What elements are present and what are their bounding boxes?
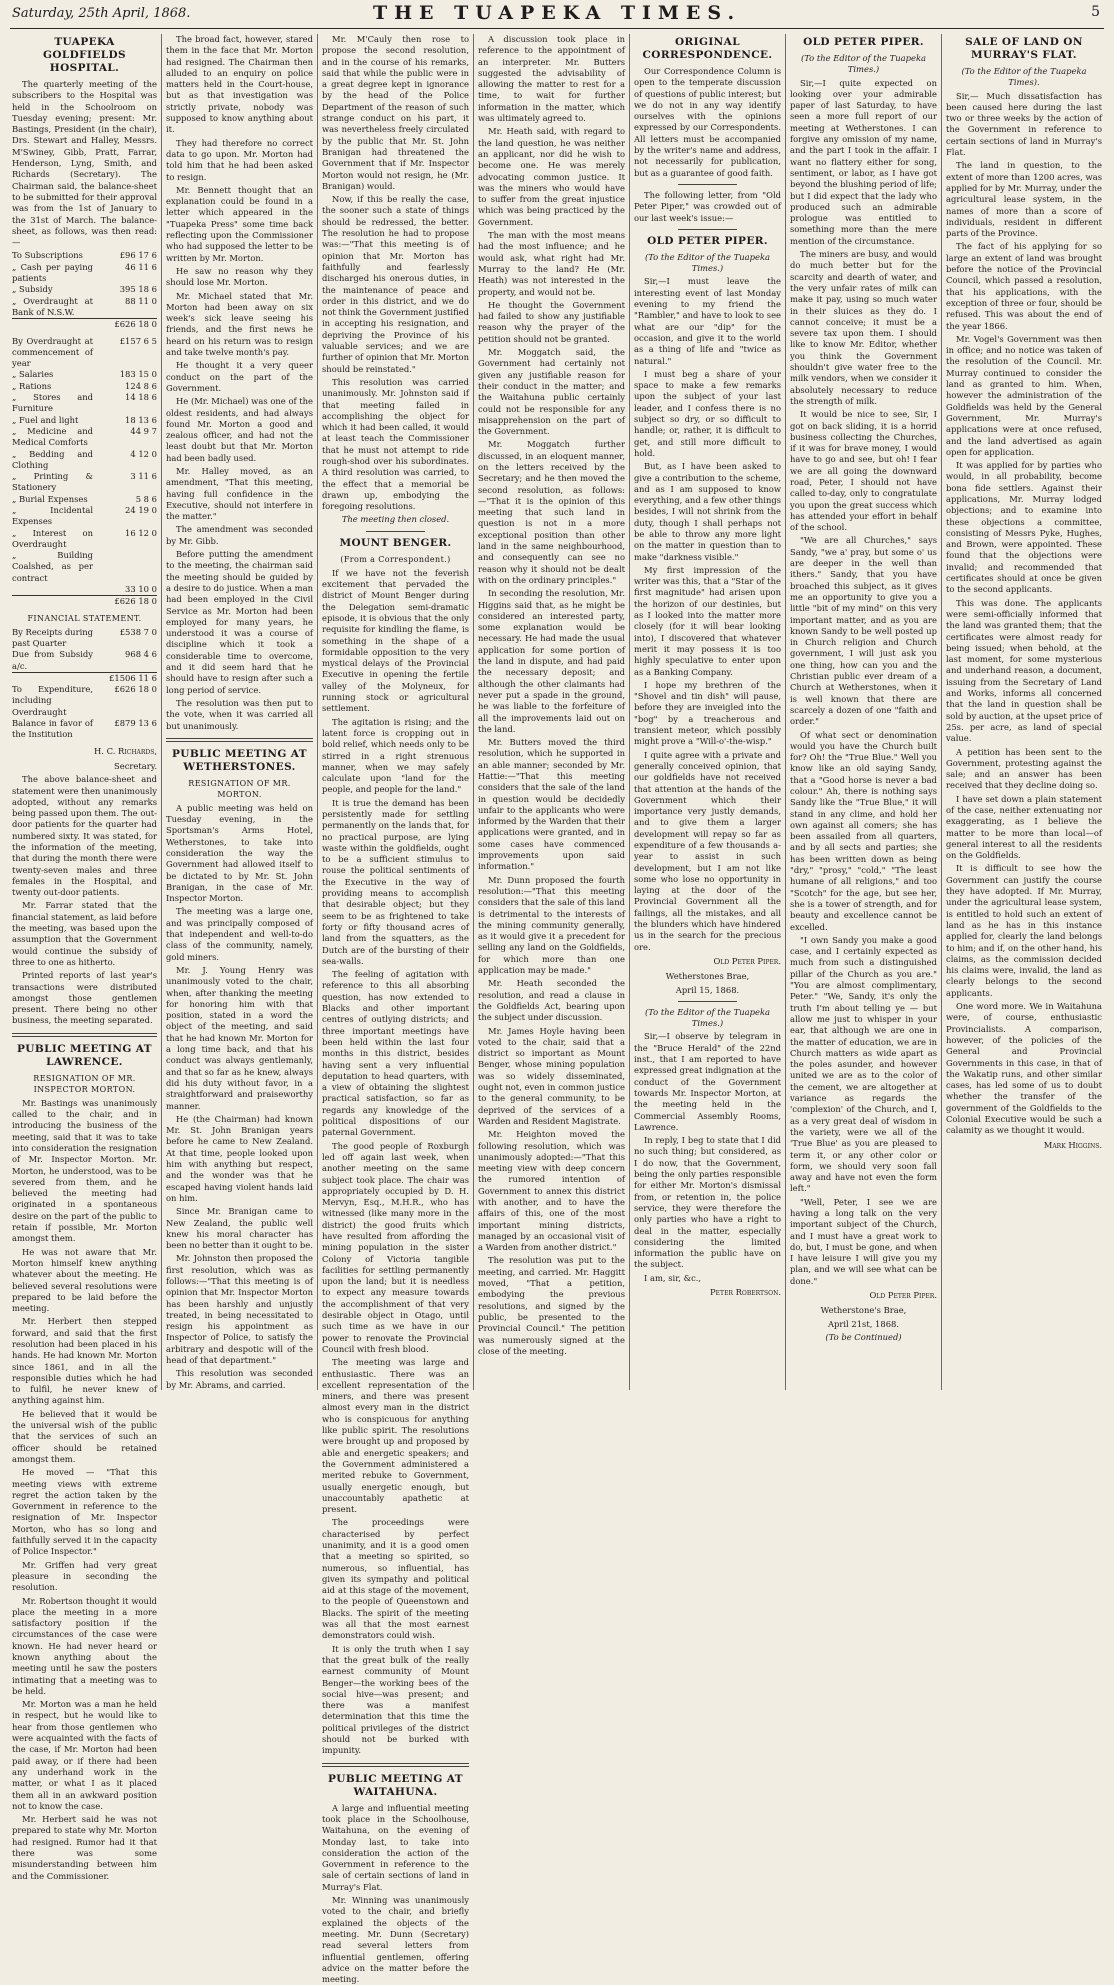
- article-paragraph: Mr. Robertson thought it would place the meeting in a more satisfactory position if the circumstances of the case were known. He had never heard or known anything about the meeting until he saw the posters intimating that a meeting was to be held.: [12, 1595, 157, 1696]
- article-title: TUAPEKA GOLDFIELDS HOSPITAL.: [42, 36, 127, 74]
- table-row: To Expenditure, including Overdraught £626 18 0: [12, 684, 157, 717]
- article-paragraph: Mr. Heath said, with regard to the land question, he was neither an applicant, nor did he wish to become one. He was merely advocating common justice. It was the miners who would have to suffer from the great injustice which was being practiced by the Government.: [478, 126, 625, 227]
- letter-paragraph: But, as I have been asked to give a contribution to the scheme, and as I am supposed to know everything, and a few other things besides, I will not shrink from the duty, though I shall perhaps not be able to throw any more light on the matter in question than to make "darkness visible.": [634, 461, 781, 562]
- letter-paragraph: Mr. Vogel's Government was then in office; and no notice was taken of the resolution of the Council. Mr. Murray continued to consider the land as granted to him. When, however the administration of the Goldfields was held by the General Government, Mr. Murray's applications were at once refused, and the land advertised as again open for application.: [946, 333, 1102, 457]
- table-row: „ Rations 124 8 6: [12, 380, 157, 391]
- article-paragraph: A public meeting was held on Tuesday evening, in the Sportsman's Arms Hotel, Wetherstones, to take into consideration the way the Government had allowed itself to be dictated to by Mr. St. John Branigan, in the case of Mr. Inspector Morton.: [166, 802, 313, 904]
- article-paragraph: Mr. Moggatch further discussed, in an eloquent manner, on the letters received by the Secretary; and he then moved the second resolution, as follows:—"That it is the opinion of this meeting that such land in question is not in a more exceptional position than other land in the same neighbourhood, and consequently can see no reason why it should not be dealt with on the ordinary principles.": [478, 439, 625, 585]
- letter-title: SALE OF LAND ON MURRAY'S FLAT.: [965, 36, 1083, 61]
- article-paragraph: The broad fact, however, stared them in the face that Mr. Morton had resigned. The Chairman then alluded to an enquiry on police matters held in the Court-house, but as that investigation was strictly private, nobody was supposed to know anything about it.: [166, 34, 313, 135]
- letter-paragraph: Sir,—I quite expected on looking over your admirable paper of last Saturday, to have seen a more full report of our meeting at Wetherstones. I can forgive any omission of my name, and the part I took in the affair. I want no flattery either for song, sentiment, or labor, as I have got beyond the blushing period of life; but I did expect that the lady who produced such an admirable prologue was entitled to something more than the mere mention of the circumstance.: [790, 77, 937, 246]
- article-paragraph: Mr. Winning was unanimously voted to the chair, and briefly explained the objects of the meeting. Mr. Dunn (Secretary) read several letters from influential gentlemen, offering advice on the matter before the meeting.: [322, 1895, 469, 1985]
- signature: Old Peter Piper.: [713, 955, 781, 966]
- letter-paragraph: It is difficult to see how the Government can justify the course they have adopted. If Mr. Murray, under the agricultural lease system, is entitled to hold such an extent of land as he has in this instance applied for, clearly the land belongs to him; and if, on the other hand, his claims, as the commission decided his claims were, invalid, the land as clearly belongs to the second applicants.: [946, 863, 1102, 998]
- article-title: MOUNT BENGER.: [339, 536, 452, 549]
- section-title: ORIGINAL CORRESPONDENCE.: [642, 36, 773, 61]
- table-row: „ Building Coalshed, as per contract: [12, 550, 93, 583]
- article-paragraph: Mr. Butters moved the third resolution, which he supported in an able manner; seconded by Mr. Hattie:—"That this meeting considers that the sale of the land in question would be decidedly unfair to the applicants who were informed by the Warden that their applications were granted, and in some cases have commenced improvements upon said information.": [478, 737, 625, 872]
- column-6: OLD PETER PIPER. (To the Editor of the Tuapeka Times.) Sir,—I quite expected on looking over your admirable paper of last Saturday, to have seen a more full report of our meeting at Wetherstones. I can forgive any omission of my name, and the part I took in the affair. I want no flattery either for song, sentiment, or labor, as I have got beyond the blushing period of life; but I did expect that the lady who produced such an admirable prologue was entitled to something more than the mere mention of the circumstance. The miners are busy, and would do much better but for the scarcity and dearth of water, and the very unfair rates of milk can make it pay, using so much water in their sluices as they do. I cannot conceive; it must be a severe tax upon them. I should like to know Mr. Editor, whether you think the Government shouldn't give water free to the milk vendors, when we consider it absolutely necessary to reduce the strength of milk. It would be nice to see, Sir, I got on back sliding, it is a horrid business collecting the Churches, if it was for brave money, I would have to go and see, but oh! I fear we are all going the downward road, Peter, I should not have called to-day, only to congratulate you upon the great success which has attended your effort in behalf of the school. "We are all Churches," says Sandy, "we a' pray, but some o' us are deeper in the well than ithers." Sandy, that you have broached this subject, as it gives me an opportunity to give you a little "bit of my mind" on this very important matter, and as you are known Sandy to be well posted up in Church religion and Church government, I will just ask you one thing, how can you and the Christian public ever dream of a Church at Wetherstones, when it is well known that there are scarcely a dozen of one "faith and order." Of what sect or denomination would you have the Church built for? Oh! the "True Blue." Well you know like an old saying Sandy, that a "Good horse is never a bad colour." Ah, there is nothing says Sandy like the "True Blue," it will stand in any clime, and hold her own against all comers; she has been assailed from all quarters, and by all sects and parties; she has been written down as being "dry," "prosy," "cold," "The least humane of all religions," and too "Scotch" for the age, but see her, she is a tower of strength, and for beauty and excellence cannot be excelled. "I own Sandy you make a good case, and I certainly expected as much from such a distinguished pillar of the Church as you are." "You are almost complimentary, Peter." "We, Sandy, it's only the truth I'm about telling ye — but allow me just to whisper in your ear, that although we are one in the matter of education, we are in Church matters as wide apart as the poles asunder, and however united we are as to the color of the cement, we are altogether at variance as regards the 'complexion' of the Church, and I, as a very great deal of wisdom in the variety, were we all of the 'True Blue' as you are pleased to term it, or any other color or form, we should very soon fall away and have not even the form left." "Well, Peter, I see we are having a long talk on the very important subject of the Church, and I must have a great work to do, but, I must be gone, and when I have leisure I will give you my plan, and we will see what can be done." Old Peter Piper. Wetherstone's Brae, April 21st, 1868. (To be Continued): [790, 36, 937, 1342]
- article-paragraph: It is true the demand has been persistently made for settling permanently on the lands that, for no practical purpose, are lying waste within the goldfields, ought to be a sufficient stimulus to rouse the political sentiments of the Executive in the way of providing means to accomplish that desirable object; but they seem to be as frightened to take forty or fifty thousand acres of land from the squatters, as the Dutch are of the bursting of their sea-walls.: [322, 797, 469, 966]
- article-title: PUBLIC MEETING AT WETHERSTONES.: [172, 747, 307, 773]
- letter-paragraph: I hope my brethren of the "Shovel and tin dish" will pause, before they are inveigled into the "bog" by a treacherous and transient meteor, which possibly might prove a "Will-o'-the-wisp.": [634, 679, 781, 747]
- article-paragraph: Mr. Moggatch said, the Government had certainly not given any justifiable reason for their conduct in the matter; and the Waitahuna public certainly could not be responsible for any misapprehension on the part of the Government.: [478, 347, 625, 437]
- table-row: „ Stores and Furniture 14 18 6: [12, 392, 157, 414]
- subheading: RESIGNATION OF MR. MORTON.: [188, 778, 291, 799]
- letter-paragraph: In reply, I beg to state that I did no such thing; but considered, as I do now, that the Government, being the only parties responsible for either Mr. Morton's dismissal from, or retention in, the police service, they were therefore the only parties who have a right to deal in the matter, especially considering the limited information the public have on the subject.: [634, 1135, 781, 1270]
- table-row: „ Salaries 183 15 0: [12, 369, 157, 380]
- column-3: Mr. M'Cauly then rose to propose the second resolution, and in the course of his remarks, said that while the public were in a great degree kept in ignorance by the head of the Police Department of the reason of such strange conduct on his part, it was nevertheless freely circulated by the public that Mr. St. John Branigan had threatened the Government that if Mr. Inspector Morton would not resign, he (Mr. Branigan) would. Now, if this be really the case, the sooner such a state of things should be redressed, the better. The resolution he had to propose was:—"That this meeting is of opinion that Mr. Morton has faithfully and fearlessly discharged his onerous duties, in the maintenance of peace and order in this district, and we do not think the Government justified in accepting his resignation, and depriving the Province of his valuable services; and we are further of opinion that Mr. Morton should be reinstated." This resolution was carried unanimously. Mr. Johnston said if that meeting failed in accomplishing the object for which it had been called, it would at least teach the Commissioner that he must not attempt to ride rough-shod over his subordinates. A third resolution was carried, to the effect that a memorial be drawn up, embodying the foregoing resolutions. The meeting then closed. MOUNT BENGER. (From a Correspondent.) If we have not the feverish excitement that pervaded the district of Mount Benger during the Delegation semi-dramatic episode, it is obvious that the only requisite for kindling the flame, is something in the shape of a formidable opposition to the very mystical delays of the Provincial Executive in opening the fertile valley of the Molyneux, for running stock or agricultural settlement. The agitation is rising; and the latent force is cropping out in bold relief, which needs only to be stirred in a right strenuous manner, when we may safely calculate upon "land for the people, and people for the land." It is true the demand has been persistently made for settling permanently on the lands that, for no practical purpose, are lying waste within the goldfields, ought to be a sufficient stimulus to rouse the political sentiments of the Executive in the way of providing means to accomplish that desirable object; but they seem to be as frightened to take forty or fifty thousand acres of land from the squatters, as the Dutch are of the bursting of their sea-walls. The feeling of agitation with reference to this all absorbing question, has now extended to Blacks and other important centres of outlying districts; and three important meetings have been held within the last four months in this district, besides having sent a very influential deputation to head quarters, with a view of obtaining the slightest practical satisfaction, so far as regards any knowledge of the political dispositions of our paternal Government. The good people of Roxburgh led off again last week, when another meeting on the same subject took place. The chair was appropriately occupied by D. H. Mervyn, Esq., M.H.R., who has witnessed (like many more in the district) the good fruits which have resulted from affording the mining population in the sister Colony of Victoria tangible facilities for settling permanently upon the land; but it is needless to expect any measure towards the accomplishment of that very desirable object in Otago, until such time as we have in our power to renovate the Provincial Council with fresh blood. The meeting was large and enthusiastic. There was an excellent representation of the miners, and there was present almost every man in the district who is conspicuous for anything like public spirit. The resolutions were brought up and proposed by able and energetic speakers; and the Government administered a merited rebuke to Government, usually energetic enough, but unaccountably apathetic at present. The proceedings were characterised by perfect unanimity, and it is a good omen that a meeting so spirited, so numerous, so influential, has given its sympathy and political aid at this stage of the movement, to the people of Queenstown and Blacks. The spirit of the meeting was all that the most earnest demonstrators could wish. It is only the truth when I say that the great bulk of the really earnest community of Mount Benger—the working bees of the social hive—was present; and there was a manifest determination that this time the political privileges of the district should not be burked with impunity. PUBLIC MEETING AT WAITAHUNA. A large and influential meeting took place in the Schoolhouse, Waitahuna, on the evening of Monday last, to take into consideration the action of the Government in reference to the sale of certain sections of land in Murray's Flat. Mr. Winning was unanimously voted to the chair, and briefly explained the objects of the meeting. Mr. Dunn (Secretary) read several letters from influential gentlemen, offering advice on the matter before the meeting.: [322, 34, 469, 1985]
- letter-paragraph: Sir,—I must leave the interesting event of last Monday evening to my friend the "Rambler," and have to look to see what are our "dip" for the occasion, and give it to the world as a thing of life and "twice as natural.": [634, 276, 781, 366]
- article-paragraph: Mr. Heighton moved the following resolution, which was unanimously adopted:—"That this meeting view with deep concern the rumored intention of Government to annex this district with another, and to have the affairs of this, one of the most important mining districts, managed by an occasional visit of a Warden from another district.": [478, 1129, 625, 1253]
- column-1: TUAPEKA GOLDFIELDS HOSPITAL. The quarterly meeting of the subscribers to the Hospital was held in the Schoolroom on Tuesday evening; present: Mr. Bastings, President (in the chair), Drs. Stewart and Halley, Messrs. M'Swiney, Gibb, Pratt, Farrar, Henderson, Lyng, Smith, and Richards (Secretary). The Chairman said, the balance-sheet to be submitted for their approval was from the 1st of January to the 31st of March. The balance-sheet, as follows, was then read:— To Subscriptions £96 17 6 „ Cash per paying patients 46 11 6 „ Subsidy 395 18 6 „ Overdraught at Bank of N.S.W. 88 11 0 £626 18 0 By Overdraught at commencement of year £157 6 5 „ Salaries 183 15 0 „ Rations 124 8 6 „ Stores and Furniture 14 18 6 „ Fuel and light 18 13 6 „ Medicine and Medical Comforts 44 9 7 „ Bedding and Clothing 4 12 0 „ Printing & Stationery 3 11 6 „ Burial Expenses 5 8 6 „ Incidental Expenses 24 19 0 „ Interest on Overdraught 16 12 0 „ Building Coalshed, as per contract 33 10 0 £626 18 0 FINANCIAL STATEMENT. By Receipts during past Quarter £538 7 0 Due from Subsidy a/c. 968 4 6 £1506 11 6 To Expenditure, including Overdraught £626 18 0 Balance in favor of the Institution £879 13 6 H. C. Richards, Secretary. The above balance-sheet and statement were then unanimously adopted, without any remarks being passed upon them. The out-door patients for the quarter had numbered sixty. It was stated, for the information of the meeting, that during the month there were twenty-seven males and three females in the Hospital, and twenty out-door patients. Mr. Farrar stated that the financial statement, as laid before the meeting, was based upon the assumption that the Government would continue the subsidy of three to one as hitherto. Printed reports of last year's transactions were distributed amongst those gentlemen present. There being no other business, the meeting separated. PUBLIC MEETING AT LAWRENCE. RESIGNATION OF MR. INSPECTOR MORTON. Mr. Bastings was unanimously called to the chair, and in introducing the business of the meeting, said that it was to take into consideration the resignation of Mr. Inspector Morton. Mr. Morton, he understood, was to be severed from them, and he believed the meeting had originated in a spontaneous desire on the part of the public to retain if possible, Mr. Morton amongst them. He was not aware that Mr. Morton himself knew anything whatever about the meeting. He believed several resolutions were prepared to be laid before the meeting. Mr. Herbert then stepped forward, and said that the first resolution had been placed in his hands. He had known Mr. Morton since 1861, and in all the responsible duties which he had to fulfil, he never knew of anything against him. He believed that it would be the universal wish of the public that the services of such an officer should be retained amongst them. He moved — "That this meeting views with extreme regret the action taken by the Government in reference to the resignation of Mr. Inspector Morton, who has so long and faithfully served it in the capacity of Police Inspector." Mr. Griffen had very great pleasure in seconding the resolution. Mr. Robertson thought it would place the meeting in a more satisfactory position if the circumstances of the case were known. He had never heard or known anything about the meeting until he saw the posters intimating that a meeting was to be held. Mr. Morton was a man he held in respect, but he would like to hear from those gentlemen who were acquainted with the facts of the case, if Mr. Morton had been paid away, or if there had been any underhand work in the matter, or what I as it placed them all in an awkward position not to know the case. Mr. Herbert said he was not prepared to state why Mr. Morton had resigned. Rumor had it that there was some misunderstanding between him and the Commissioner.: [12, 36, 157, 1881]
- article-paragraph: He was not aware that Mr. Morton himself knew anything whatever about the meeting. He believed several resolutions were prepared to be laid before the meeting.: [12, 1246, 157, 1314]
- article-paragraph: Mr. Herbert said he was not prepared to state why Mr. Morton had resigned. Rumor had it that there was some misunderstanding between him and the Commissioner.: [12, 1814, 157, 1881]
- article-paragraph: He (the Chairman) had known Mr. St. John Branigan years before he came to New Zealand. At that time, people looked upon him with anything but respect, and the wonder was that he escaped having violent hands laid on him.: [166, 1113, 313, 1203]
- article-paragraph: Mr. Dunn proposed the fourth resolution:—"That this meeting considers that the sale of this land is detrimental to the interests of the mining community generally, as it would give it a precedent for selling any land on the Goldfields, for which more than one application may be made.": [478, 874, 625, 976]
- article-paragraph: This resolution was seconded by Mr. Abrams, and carried.: [166, 1368, 313, 1390]
- letter-paragraph: One word more. We in Waitahuna were, of course, enthusiastic Provincialists. A comparison, however, of the policies of the General and Provincial Governments in this case, in that of the Wakatip runs, and other similar cases, has led some of us to doubt whether the transfer of the government of the Goldfields to the Colonial Executive would be such a calamity as we thought it would.: [946, 1001, 1102, 1136]
- subheading: FINANCIAL STATEMENT.: [27, 613, 142, 623]
- letter-paragraph: I have set down a plain statement of the case, neither extenuating nor exaggerating, as I believe the matter to be more than local—of general interest to all the residents on the Goldfields.: [946, 793, 1102, 861]
- table-row: „ Burial Expenses 5 8 6: [12, 493, 157, 504]
- article-paragraph: The meeting was a large one, and was principally composed of that independent and well-to-do class of the community, namely, gold miners.: [166, 906, 313, 962]
- table-row: 33 10 0: [125, 584, 157, 595]
- article-paragraph: Mr. Griffen had very great pleasure in seconding the resolution.: [12, 1559, 157, 1593]
- column-rule: [785, 34, 786, 1390]
- column-7: SALE OF LAND ON MURRAY'S FLAT. (To the Editor of the Tuapeka Times). Sir,— Much dissatisfaction has been caused here during the last two or three weeks by the action of the Government in reference to certain sections of land in Murray's Flat. The land in question, to the extent of more than 1200 acres, was applied for by Mr. Murray, under the agricultural lease system, in the names of more than a score of individuals, resident in different parts of the Province. The fact of his applying for so large an extent of land was brought before the notice of the Provincial Council, which passed a resolution, that his applications, with the exception of three or four, should be refused. This was about the end of the year 1866. Mr. Vogel's Government was then in office; and no notice was taken of the resolution of the Council. Mr. Murray continued to consider the land as granted to him. When, however the administration of the Goldfields was held by the General Government, Mr. Murray's applications were at once refused, and the land advertised as again open for application. It was applied for by parties who would, in all probability, become bona fide settlers. Against their applications, Mr. Murray lodged objections; and to examine into these objections a committee, consisting of Messrs Pyke, Hughes, and Brown, were appointed. These found that the objections were invalid; and recommended that certificates should at once be given to the second applicants. This was done. The applicants were semi-officially informed that the land was granted them; that the certificates were almost ready for being issued; when behold, at the last moment, for some mysterious and underhand reason, a document, issuing from the Secretary of Land and Works, informs all concerned that the land in question shall be sold by auction, at the upset price of 25s. per acre, as land of special value. A petition has been sent to the Government, protesting against the sale; and an answer has been received that they decline doing so. I have set down a plain statement of the case, neither extenuating nor exaggerating, as I believe the matter to be more than local—of general interest to all the residents on the Goldfields. It is difficult to see how the Government can justify the course they have adopted. If Mr. Murray, under the agricultural lease system, is entitled to hold such an extent of land as he has in this instance applied for, clearly the land belongs to him; and if, on the other hand, his claims, as the commission decided his claims were, invalid, the land as clearly belongs to the second applicants. One word more. We in Waitahuna were, of course, enthusiastic Provincialists. A comparison, however, of the policies of the General and Provincial Governments in this case, in that of the Wakatip runs, and other similar cases, has led some of us to doubt whether the transfer of the government of the Goldfields to the Colonial Executive would be such a calamity as we thought it would. Mark Higgins.: [946, 36, 1102, 1150]
- letter-paragraph: I am, sir, &c.,: [644, 1272, 702, 1283]
- section-divider: [166, 738, 313, 742]
- article-paragraph: The resolution was then put to the vote, when it was carried all but unanimously.: [166, 697, 313, 731]
- table-row: £626 18 0: [12, 319, 157, 331]
- issue-date: Saturday, 25th April, 1868.: [12, 6, 191, 21]
- table-row: £1506 11 6: [12, 672, 157, 684]
- article-paragraph: He thought it a very queer conduct on the part of the Government.: [166, 360, 313, 393]
- article-paragraph: It is only the truth when I say that the great bulk of the really earnest community of Mount Benger—the working bees of the social hive—was present; and there was a manifest determination that this time the political privileges of the district should not be burked with impunity.: [322, 1643, 469, 1756]
- receipts-table: [12, 250, 157, 330]
- article-paragraph: Mr. Johnston then proposed the first resolution, which was as follows:—"That this meeting is of opinion that Mr. Inspector Morton has been harshly and unjustly treated, in being necessitated to resign his appointment as Inspector of Police, to satisfy the arbitrary and despotic will of the head of that department.": [166, 1253, 313, 1366]
- divider: [678, 1001, 737, 1002]
- article-title: PUBLIC MEETING AT LAWRENCE.: [17, 1042, 152, 1068]
- article-paragraph: If we have not the feverish excitement that pervaded the district of Mount Benger during the Delegation semi-dramatic episode, it is obvious that the only requisite for kindling the flame, is something in the shape of a formidable opposition to the very mystical delays of the Provincial Executive in opening the fertile valley of the Molyneux, for running stock or agricultural settlement.: [322, 567, 469, 714]
- article-paragraph: Mr. Farrar stated that the financial statement, as laid before the meeting, was based upon the assumption that the Government would continue the subsidy of three to one as hitherto.: [12, 900, 157, 967]
- article-paragraph: The amendment was seconded by Mr. Gibb.: [166, 524, 313, 546]
- signature: Mark Higgins.: [1043, 1139, 1102, 1150]
- signature: Peter Robertson.: [710, 1286, 781, 1297]
- column-rule: [317, 34, 318, 1390]
- letter-paragraph: The miners are busy, and would do much better but for the scarcity and dearth of water, and the very unfair rates of milk can make it pay, using so much water in their sluices as they do. I cannot conceive; it must be a severe tax upon them. I should like to know Mr. Editor, whether you think the Government shouldn't give water free to the milk vendors, when we consider it absolutely necessary to reduce the strength of milk.: [790, 249, 937, 406]
- table-row: By Receipts during past Quarter £538 7 0: [12, 626, 157, 648]
- table-row: Due from Subsidy a/c. 968 4 6: [12, 649, 157, 671]
- article-paragraph: Now, if this be really the case, the sooner such a state of things should be redressed, the better. The resolution he had to propose was:—"That this meeting is of opinion that Mr. Morton has faithfully and fearlessly discharged his onerous duties, in the maintenance of peace and order in this district, and we do not think the Government justified in accepting his resignation, and depriving the Province of his valuable services; and we are further of opinion that Mr. Morton should be reinstated.": [322, 194, 469, 374]
- article-paragraph: Printed reports of last year's transactions were distributed amongst those gentlemen present. There being no other business, the meeting separated.: [12, 970, 157, 1026]
- section-divider: [12, 1033, 157, 1037]
- expenditure-table: [12, 336, 157, 608]
- article-paragraph: Since Mr. Branigan came to New Zealand, the public well knew his moral character has been no better than it ought to be.: [166, 1206, 313, 1251]
- article-paragraph: Mr. Morton was a man he held in respect, but he would like to hear from those gentlemen who were acquainted with the facts of the case, if Mr. Morton had been paid away, or if there had been any underhand work in the matter, or what I as it placed them all in an awkward position not to know the case.: [12, 1699, 157, 1811]
- signature: Old Peter Piper.: [869, 1290, 937, 1301]
- letter-paragraph: I must beg a share of your space to make a few remarks upon the subject of your last leader, and I confess there is no subject so dry, or so difficult to handle; or, rather, it is difficult to get, and still more difficult to hold.: [634, 368, 781, 458]
- article-paragraph: Before putting the amendment to the meeting, the chairman said the meeting should be guided by a desire to do justice. When a man had been employed in the Civil Service as Mr. Morton had been employed for many years, he understood it was a course of discipline which it took a considerable time to overcome, and it did seem hard that he should have to resign after such a long period of service.: [166, 549, 314, 695]
- table-row: To Subscriptions £96 17 6: [12, 250, 157, 261]
- section-divider: [322, 1763, 469, 1767]
- table-row: „ Printing & Stationery 3 11 6: [12, 471, 157, 493]
- letter-title: OLD PETER PIPER.: [803, 36, 924, 48]
- column-5: ORIGINAL CORRESPONDENCE. Our Correspondence Column is open to the temperate discussion of questions of public interest; but we do not in any way identify ourselves with the opinions expressed by our Correspondents. All letters must be accompanied by the writer's name and address, not necessarily for publication, but as a guarantee of good faith. The following letter, from "Old Peter Piper," was crowded out of our last week's issue:— OLD PETER PIPER. (To the Editor of the Tuapeka Times.) Sir,—I must leave the interesting event of last Monday evening to my friend the "Rambler," and have to look to see what are our "dip" for the occasion, and give it to the world as a thing of life and "twice as natural." I must beg a share of your space to make a few remarks upon the subject of your last leader, and I confess there is no subject so dry, or so difficult to handle; or, rather, it is difficult to get, and still more difficult to hold. But, as I have been asked to give a contribution to the scheme, and as I am supposed to know everything, and a few other things besides, I will not shrink from the duty, though I shall perhaps not be able to throw any more light on the matter in question than to make "darkness visible." My first impression of the writer was this, that a "Star of the first magnitude" had arisen upon the horizon of our destinies, but as I looked into the matter more closely (for it will bear looking into), I discovered that whatever merit it may possess it is too highly speculative to enter upon as a Banking Company. I hope my brethren of the "Shovel and tin dish" will pause, before they are inveigled into the "bog" by a treacherous and transient meteor, which possibly might prove a "Will-o'-the-wisp." I quite agree with a private and generally conceived opinion, that our goldfields have not received that attention at the hands of the Government which their importance very justly demands, and to give them a larger development will repay so far as expenditure of a few thousands a-year to assist in such development, but I am not like some who lose no opportunity in laying at the door of the Provincial Government all the failings, all the mistakes, and all the blunders which have hindered us in the search for the precious ore. Old Peter Piper. Wetherstones Brae, April 15, 1868. (To the Editor of the Tuapeka Times.) Sir,—I observe by telegram in the "Bruce Herald" of the 22nd inst., that I am reported to have expressed great indignation at the conduct of the Government towards Mr. Inspector Morton, at the meeting held in the Commercial Assembly Rooms, Lawrence. In reply, I beg to state that I did no such thing; but considered, as I do now, that the Government, being the only parties responsible for either Mr. Morton's dismissal from, or retention in, the police service, they were therefore the only parties who have a right to deal in the matter, especially considering the limited information the public have on the subject. I am, sir, &c., Peter Robertson.: [634, 36, 781, 1297]
- article-paragraph: The meeting was large and enthusiastic. There was an excellent representation of the miners, and there was present almost every man in the district who is conspicuous for anything like public spirit. The resolutions were brought up and proposed by able and energetic speakers; and the Government administered a merited rebuke to Government, usually energetic enough, but unaccountably apathetic at present.: [322, 1357, 469, 1515]
- column-rule: [473, 34, 474, 1390]
- divider: [366, 531, 425, 532]
- column-rule: [941, 34, 942, 1390]
- table-row: „ Bedding and Clothing 4 12 0: [12, 448, 157, 470]
- table-row: „ Interest on Overdraught 16 12 0: [12, 527, 157, 549]
- letter-paragraph: This was done. The applicants were semi-officially informed that the land was granted them; that the certificates were almost ready for being issued; when behold, at the last moment, for some mysterious and underhand reason, a document, issuing from the Secretary of Land and Works, informs all concerned that the land in question shall be sold by auction, at the upset price of 25s. per acre, as land of special value.: [946, 597, 1102, 744]
- article-paragraph: The above balance-sheet and statement were then unanimously adopted, without any remarks being passed upon them. The out-door patients for the quarter had numbered sixty. It was stated, for the information of the meeting, that during the month there were twenty-seven males and three females in the Hospital, and twenty out-door patients.: [12, 774, 157, 898]
- article-paragraph: Mr. Michael stated that Mr. Morton had been away on six week's sick leave seeing his friends, and the first news he heard on his return was to resign and take twelve month's pay.: [166, 290, 313, 358]
- article-paragraph: He believed that it would be the universal wish of the public that the services of such an officer should be retained amongst them.: [12, 1408, 157, 1464]
- column-rule: [629, 34, 630, 1390]
- article-paragraph: The proceedings were characterised by perfect unanimity, and it is a good omen that a meeting so spirited, so numerous, so influential, has given its sympathy and political aid at this stage of the movement, to the people of Queenstown and Blacks. The spirit of the meeting was all that the most earnest demonstrators could wish.: [322, 1517, 469, 1641]
- article-paragraph: He (Mr. Michael) was one of the oldest residents, and had always found Mr. Morton a good and zealous officer, and had not the least doubt but that Mr. Morton had been badly used.: [166, 396, 313, 463]
- article-paragraph: The man with the most means had the most influence; and he would ask, what right had Mr. Murray to the land? He (Mr. Heath) was not interested in the property, and would not be.: [478, 230, 625, 297]
- table-row: „ Cash per paying patients 46 11 6: [12, 261, 157, 284]
- article-paragraph: Mr. J. Young Henry was unanimously voted to the chair, when, after thanking the meeting for honoring him with that position, stated in a word the object of the meeting, and said that he had known Mr. Morton for a long time back, and that his conduct was always gentlemanly, and that so far as he knew, always did his duty without favor, in a straightforward and praiseworthy manner.: [166, 964, 313, 1111]
- newspaper-title: THE TUAPEKA TIMES.: [372, 2, 742, 24]
- letter-paragraph: The fact of his applying for so large an extent of land was brought before the notice of the Provincial Council, which passed a resolution, that his applications, with the exception of three or four, should be refused. This was about the end of the year 1866.: [946, 241, 1102, 331]
- letter-paragraph: I quite agree with a private and generally conceived opinion, that our goldfields have not received that attention at the hands of the Government which their importance very justly demands, and to give them a larger development will repay so far as expenditure of a few thousands a-year to assist in such development, but I am not like some who lose no opportunity in laying at the door of the Provincial Government all the failings, all the mistakes, and all the blunders which have hindered us in the search for the precious ore.: [634, 749, 781, 952]
- article-paragraph: Mr. Herbert then stepped forward, and said that the first resolution had been placed in his hands. He had known Mr. Morton since 1861, and in all the responsible duties which he had to fulfil, he never knew of anything against him.: [12, 1316, 157, 1406]
- article-paragraph: He saw no reason why they should lose Mr. Morton.: [166, 265, 313, 288]
- article-paragraph: The good people of Roxburgh led off again last week, when another meeting on the same subject took place. The chair was appropriately occupied by D. H. Mervyn, Esq., M.H.R., who has witnessed (like many more in the district) the good fruits which have resulted from affording the mining population in the sister Colony of Victoria tangible facilities for settling permanently upon the land; but it is needless to expect any measure towards the accomplishment of that very desirable object in Otago, until such time as we have in our power to renovate the Provincial Council with fresh blood.: [322, 1140, 469, 1354]
- article-paragraph: Mr. M'Cauly then rose to propose the second resolution, and in the course of his remarks, said that while the public were in a great degree kept in ignorance by the head of the Police Department of the reason of such strange conduct on his part, it was nevertheless freely circulated by the public that Mr. St. John Branigan had threatened the Government that if Mr. Inspector Morton would not resign, he (Mr. Branigan) would.: [322, 34, 469, 191]
- article-paragraph: In seconding the resolution, Mr. Higgins said that, as he might be considered an interested party, some explanation would be necessary. He had made the usual application for some portion of the land in dispute, and had paid the necessary deposit; and although the other claimants had never put a spade in the ground, he was liable to the forfeiture of all the improvements laid out on the land.: [478, 588, 625, 734]
- table-row: „ Incidental Expenses 24 19 0: [12, 504, 157, 527]
- article-paragraph: Mr. Heath seconded the resolution, and read a clause in the Goldfields Act, bearing upon the subject under discussion.: [478, 978, 625, 1023]
- table-row: £626 18 0: [12, 596, 157, 608]
- letter-paragraph: It was applied for by parties who would, in all probability, become bona fide settlers. Against their applications, Mr. Murray lodged objections; and to examine into these objections a committee, consisting of Messrs Pyke, Hughes, and Brown, were appointed. These found that the objections were invalid; and recommended that certificates should at once be given to the second applicants.: [946, 460, 1102, 595]
- editorial-note: Our Correspondence Column is open to the temperate discussion of questions of public interest; but we do not in any way identify ourselves with the opinions expressed by our Correspondents. All letters must be accompanied by the writer's name and address, not necessarily for publication, but as a guarantee of good faith.: [634, 66, 781, 178]
- table-row: „ Medicine and Medical Comforts 44 9 7: [12, 425, 157, 448]
- letter-paragraph: "I own Sandy you make a good case, and I certainly expected as much from such a distinguished pillar of the Church as you are." "You are almost complimentary, Peter." "We, Sandy, it's only the truth I'm about telling ye — but allow me just to whisper in your ear, that although we are one in the matter of education, we are in Church matters as wide apart as the poles asunder, and however united we are as to the color of the cement, we are altogether at variance as regards the 'complexion' of the Church, and I, as a very great deal of wisdom in the variety, were we all of the 'True Blue' as you are pleased to term it, or any other color or form, we should very soon fall away and have not even the form left.": [790, 934, 937, 1194]
- letter-paragraph: "Well, Peter, I see we are having a long talk on the very important subject of the Church, and I must have a great work to do, but, I must be gone, and when I have leisure I will give you my plan, and we will see what can be done.": [790, 1196, 937, 1286]
- article-paragraph: A large and influential meeting took place in the Schoolhouse, Waitahuna, on the evening of Monday last, to take into consideration the action of the Government in reference to the sale of certain sections of land in Murray's Flat.: [322, 1802, 469, 1892]
- article-paragraph: Mr. James Hoyle having been voted to the chair, said that a district so important as Mount Benger, whose mining population was so widely disseminated, ought not, even in common justice to the general community, to be deprived of the services of a Warden and Resident Magistrate.: [478, 1025, 625, 1126]
- table-row: „ Overdraught at Bank of N.S.W. 88 11 0: [12, 295, 157, 317]
- table-row: Balance in favor of the Institution £879 13 6: [12, 718, 157, 740]
- article-paragraph: Mr. Bennett thought that an explanation could be found in a letter which appeared in the "Tuapeka Press" some time back reflecting upon the Commissioner who had supposed the letter to be written by Mr. Morton.: [166, 184, 313, 263]
- letter-paragraph: "We are all Churches," says Sandy, "we a' pray, but some o' us are deeper in the well than ithers." Sandy, that you have broached this subject, as it gives me an opportunity to give you a little "bit of my mind" on this very important matter, and as you are known Sandy to be well posted up in Church religion and Church government, I will just ask you one thing, how can you and the Christian public ever dream of a Church at Wetherstones, when it is well known that there are scarcely a dozen of one "faith and order.": [790, 535, 937, 727]
- subheading: (From a Correspondent.): [340, 554, 451, 564]
- article-paragraph: The feeling of agitation with reference to this all absorbing question, has now extended to Blacks and other important centres of outlying districts; and three important meetings have been held within the last four months in this district, besides having sent a very influential deputation to head quarters, with a view of obtaining the slightest practical satisfaction, so far as regards any knowledge of the political dispositions of our paternal Government.: [322, 969, 469, 1138]
- letter-paragraph: My first impression of the writer was this, that a "Star of the first magnitude" had arisen upon the horizon of our destinies, but as I looked into the matter more closely (for it will bear looking into), I discovered that whatever merit it may possess it is too highly speculative to enter upon as a Banking Company.: [634, 564, 781, 677]
- column-rule: [161, 34, 162, 1390]
- article-paragraph: A discussion took place in reference to the appointment of an interpreter. Mr. Butters suggested the advisability of allowing the matter to rest for a time, to wait for further information in the matter, which was ultimately agreed to.: [478, 34, 625, 124]
- letter-paragraph: A petition has been sent to the Government, protesting against the sale; and an answer has been received that they decline doing so.: [946, 746, 1102, 791]
- article-paragraph: The agitation is rising; and the latent force is cropping out in bold relief, which needs only to be stirred in a right strenuous manner, when we may safely calculate upon "land for the people, and people for the land.": [322, 716, 469, 795]
- article-paragraph: Mr. Bastings was unanimously called to the chair, and in introducing the business of the meeting, said that it was to take into consideration the resignation of Mr. Inspector Morton. Mr. Morton, he understood, was to be severed from them, and he believed the meeting had originated in a spontaneous desire on the part of the public to retain if possible, Mr. Morton amongst them.: [12, 1097, 157, 1244]
- article-paragraph: He thought the Government had failed to show any justifiable reason why the prayer of the petition should not be granted.: [478, 299, 625, 344]
- article-paragraph: They had therefore no correct data to go upon. Mr. Morton had told him that he had been asked to resign.: [166, 137, 313, 182]
- subheading: RESIGNATION OF MR. INSPECTOR MORTON.: [33, 1073, 136, 1094]
- letter-paragraph: Sir,— Much dissatisfaction has been caused here during the last two or three weeks by the action of the Government in reference to certain sections of land in Murray's Flat.: [946, 90, 1102, 158]
- letter-paragraph: It would be nice to see, Sir, I got on back sliding, it is a horrid business collecting the Churches, if it was for brave money, I would have to go and see, but oh! I fear we are all going the downward road, Peter, I should not have called to-day, only to congratulate you upon the great success which has attended your effort in behalf of the school.: [790, 409, 937, 533]
- table-row: By Overdraught at commencement of year £157 6 5: [12, 335, 157, 369]
- letter-title: OLD PETER PIPER.: [647, 234, 768, 247]
- column-2: [166, 34, 313, 1390]
- article-paragraph: This resolution was carried unanimously. Mr. Johnston said if that meeting failed in accomplishing the object for which it had been called, it would at least teach the Commissioner that he must not attempt to ride rough-shod over his subordinates. A third resolution was carried, to the effect that a memorial be drawn up, embodying the foregoing resolutions.: [322, 376, 469, 512]
- article-paragraph: The resolution was put to the meeting, and carried. Mr. Haggitt moved, "That a petition, embodying the previous resolutions, and signed by the public, be presented to the Provincial Council." The petition was numerously signed at the close of the meeting.: [478, 1255, 625, 1356]
- article-paragraph: The following letter, from "Old Peter Piper," was crowded out of our last week's issue:—: [634, 189, 781, 223]
- table-row: „ Fuel and light 18 13 6: [12, 414, 157, 425]
- letter-paragraph: Of what sect or denomination would you have the Church built for? Oh! the "True Blue." Well you know like an old saying Sandy, that a "Good horse is never a bad colour." Ah, there is nothing says Sandy like the "True Blue," it will stand in any clime, and hold her own against all comers; she has been assailed from all quarters, and by all sects and parties; she has been written down as being "dry," "prosy," "cold," "The least humane of all religions," and too "Scotch" for the age, but see her, she is a tower of strength, and for beauty and excellence cannot be excelled.: [790, 729, 937, 932]
- statement-table: [12, 627, 157, 741]
- article-paragraph: Mr. Halley moved, as an amendment, "That this meeting, having full confidence in the Executive, should not interfere in the matter.": [166, 465, 313, 522]
- letter-paragraph: The land in question, to the extent of more than 1200 acres, was applied for by Mr. Murray, under the agricultural lease system, in the names of more than a score of individuals, resident in different parts of the Province.: [946, 160, 1102, 239]
- divider: [678, 184, 737, 185]
- article-paragraph: The quarterly meeting of the subscribers to the Hospital was held in the Schoolroom on Tuesday evening; present: Mr. Bastings, President (in the chair), Drs. Stewart and Halley, Messrs. M'Swiney, Gibb, Pratt, Farrar, Henderson, Lyng, Smith, and Richards (Secretary). The Chairman said, the balance-sheet to be submitted for their approval was from the 1st of January to the 31st of March. The balance-sheet, as follows, was then read:—: [12, 79, 157, 248]
- page-number: 5: [1091, 4, 1100, 20]
- column-4: [478, 34, 625, 1390]
- article-paragraph: He moved — "That this meeting views with extreme regret the action taken by the Government in reference to the resignation of Mr. Inspector Morton, who has so long and faithfully served it in the capacity of Police Inspector.": [12, 1467, 157, 1557]
- signature: H. C. Richards,: [94, 745, 157, 756]
- article-title: PUBLIC MEETING AT WAITAHUNA.: [328, 1772, 463, 1798]
- masthead: [10, 0, 1104, 29]
- table-row: „ Subsidy 395 18 6: [12, 284, 157, 295]
- letter-paragraph: Sir,—I observe by telegram in the "Bruce Herald" of the 22nd inst., that I am reported to have expressed great indignation at the conduct of the Government towards Mr. Inspector Morton, at the meeting held in the Commercial Assembly Rooms, Lawrence.: [634, 1031, 781, 1132]
- divider: [678, 229, 737, 230]
